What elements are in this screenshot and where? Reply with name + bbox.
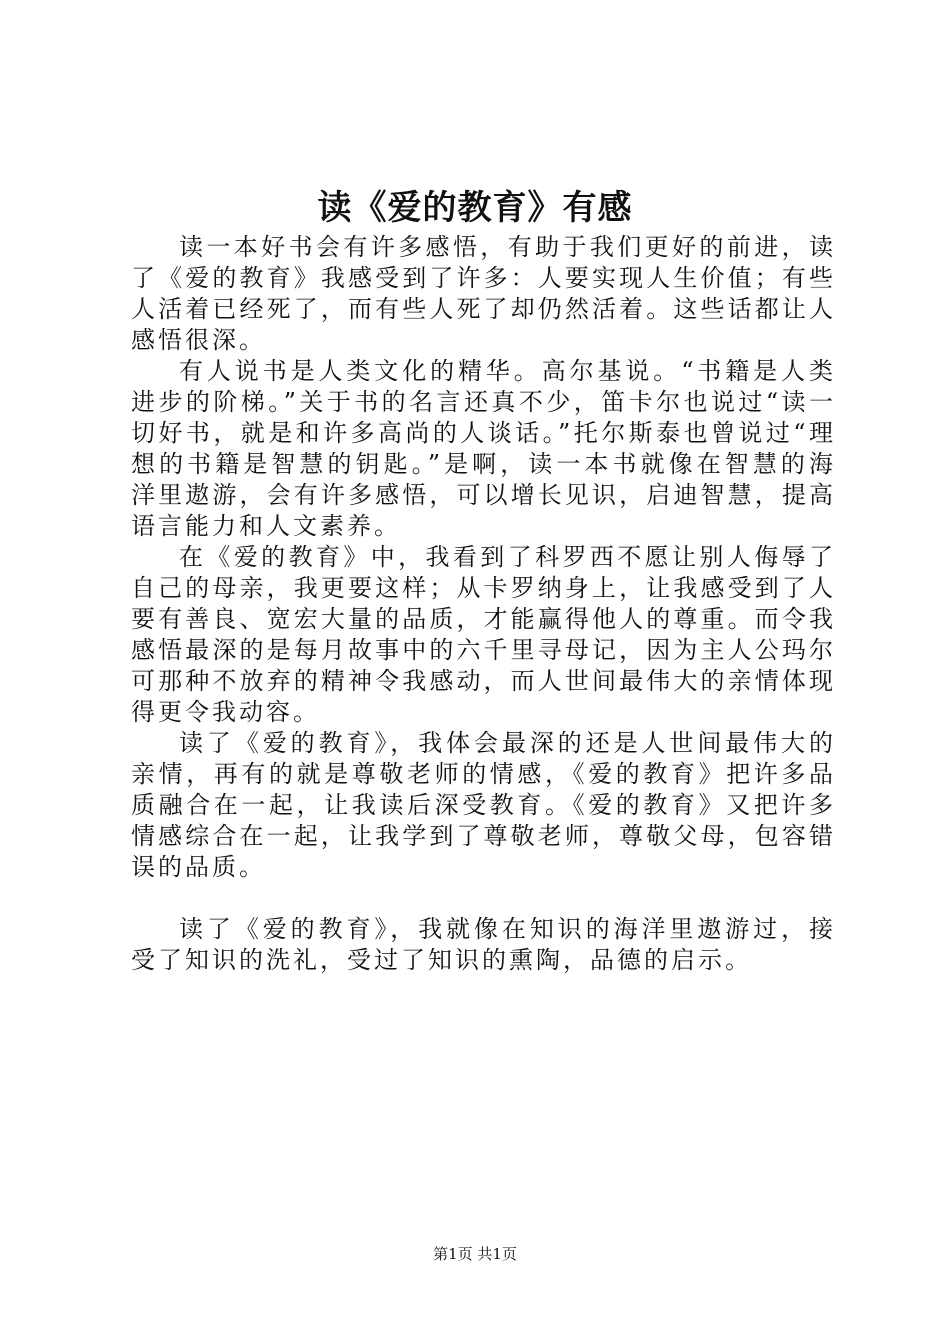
paragraph-3: 在《爱的教育》中，我看到了科罗西不愿让别人侮辱了自己的母亲，我更要这样；从卡罗纳身上，让我感受到了人要有善良、宽宏大量的品质，才能赢得他人的尊重。而令我感悟最深的是每月故事中的六千里寻母记，因为主人公玛尔可那种不放弃的精神令我感动，而人世间最伟大的亲情体现得更令我动容。 [131, 543, 836, 726]
paragraph-5: 读了《爱的教育》，我就像在知识的海洋里遨游过，接受了知识的洗礼，受过了知识的熏陶，品德的启示。 [131, 915, 836, 974]
paragraph-4: 读了《爱的教育》，我体会最深的还是人世间最伟大的亲情，再有的就是尊敬老师的情感，《爱的教育》把许多品质融合在一起，让我读后深受教育。《爱的教育》又把许多情感综合在一起，让我学到了尊敬老师，尊敬父母，包容错误的品质。 [131, 729, 836, 881]
paragraph-spacer [131, 883, 836, 914]
page-footer: 第1页 共1页 [433, 1245, 517, 1263]
paragraph-2: 有人说书是人类文化的精华。高尔基说。“书籍是人类进步的阶梯。”关于书的名言还真不少，笛卡尔也说过“读一切好书，就是和许多高尚的人谈话。”托尔斯泰也曾说过“理想的书籍是智慧的钥匙。”是啊，读一本书就像在智慧的海洋里遨游，会有许多感悟，可以增长见识，启迪智慧，提高语言能力和人文素养。 [131, 357, 836, 540]
paragraph-1: 读一本好书会有许多感悟，有助于我们更好的前进，读了《爱的教育》我感受到了许多：人要实现人生价值；有些人活着已经死了，而有些人死了却仍然活着。这些话都让人感悟很深。 [131, 233, 836, 354]
document-title: 读《爱的教育》有感 [317, 188, 633, 228]
document-body [131, 232, 836, 976]
